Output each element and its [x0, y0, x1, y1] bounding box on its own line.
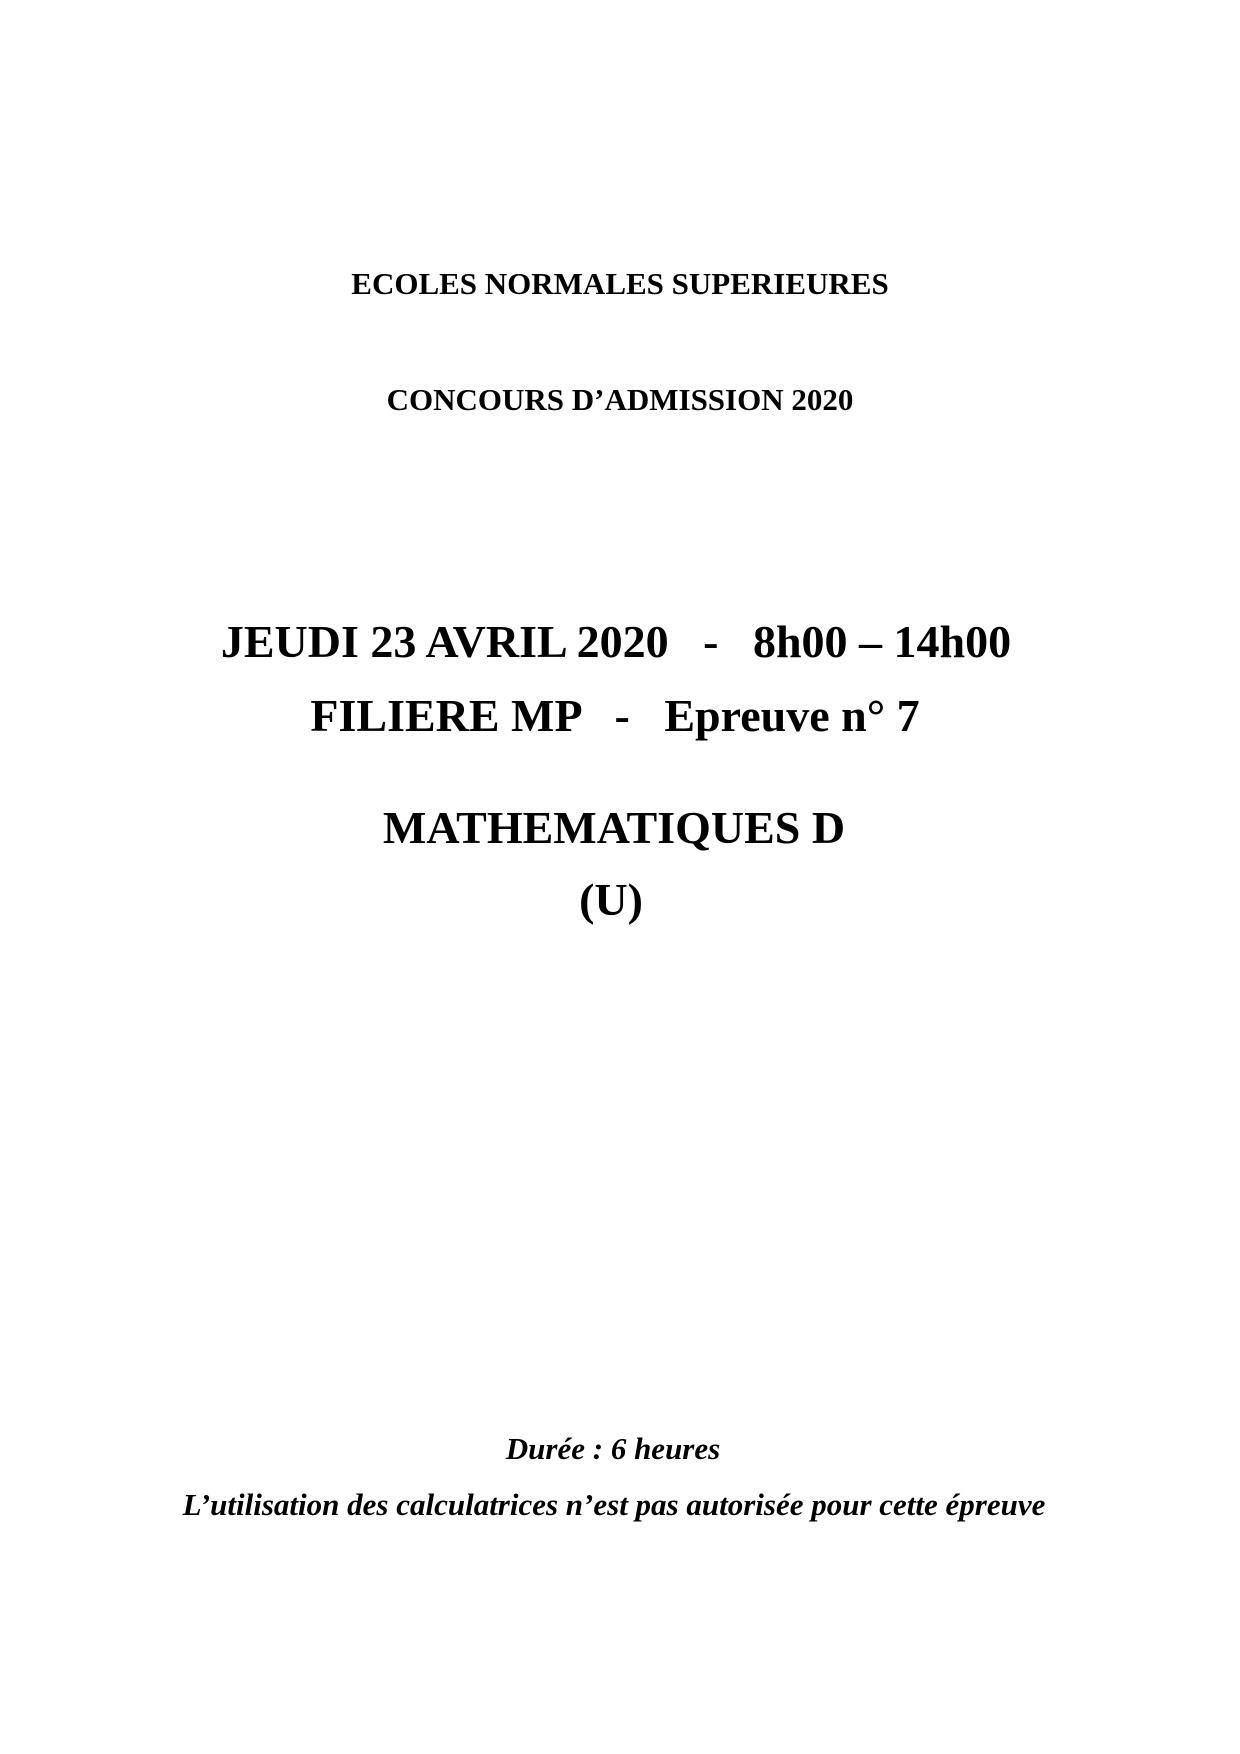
exam-date-time: JEUDI 23 AVRIL 2020 - 8h00 – 14h00 [220, 616, 1012, 667]
calculator-policy-note: L’utilisation des calculatrices n’est pas autorisée pour cette épreuve [182, 1487, 1046, 1522]
exam-subject: MATHEMATIQUES D [382, 802, 846, 853]
competition-title: CONCOURS D’ADMISSION 2020 [386, 382, 854, 417]
institution-title: ECOLES NORMALES SUPERIEURES [351, 266, 889, 301]
exam-track-and-paper: FILIERE MP - Epreuve n° 7 [310, 690, 920, 741]
exam-variant: (U) [579, 874, 643, 925]
exam-duration: Durée : 6 heures [505, 1431, 721, 1466]
